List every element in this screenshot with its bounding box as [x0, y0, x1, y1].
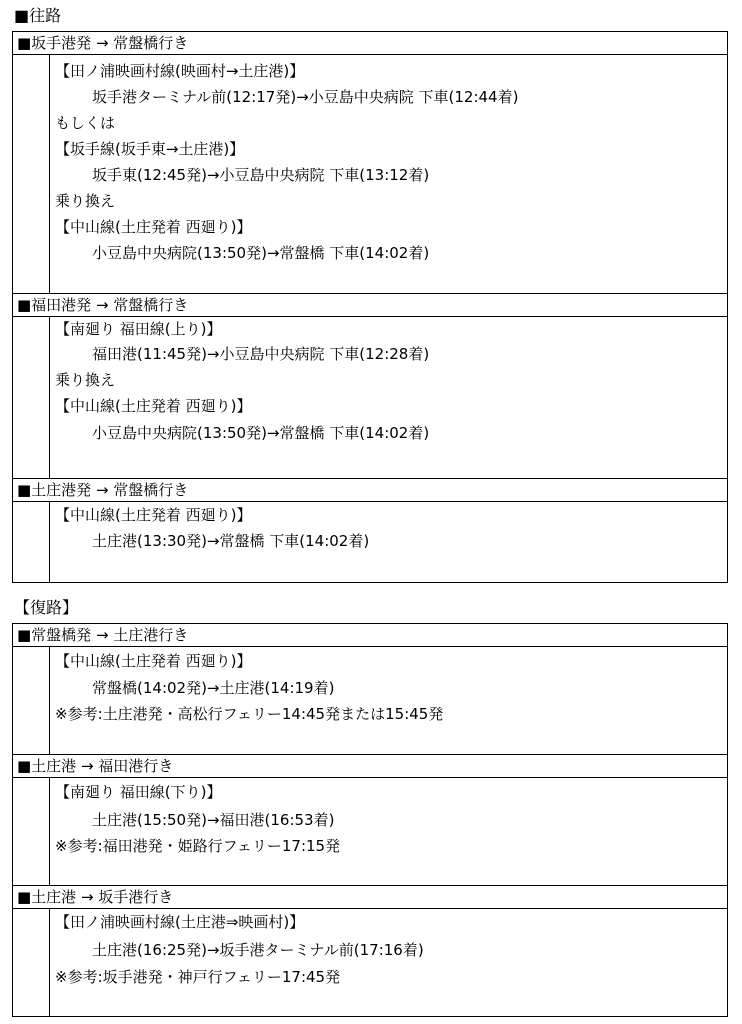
route-line: 土庄港(15:50発)→福田港(16:53着)	[92, 811, 335, 829]
route-line: もしくは	[55, 114, 116, 132]
route-line: 小豆島中央病院(13:50発)→常盤橋 下車(14:02着)	[92, 424, 430, 442]
route-line: 土庄港(16:25発)→坂手港ターミナル前(17:16着)	[92, 941, 424, 959]
route-line: 小豆島中央病院(13:50発)→常盤橋 下車(14:02着)	[92, 244, 430, 262]
route-section	[12, 885, 728, 1017]
route-section	[12, 31, 728, 294]
section-title: ■坂手港発 → 常盤橋行き	[13, 32, 727, 55]
route-line: 【田ノ浦映画村線(土庄港⇒映画村)】	[55, 913, 305, 931]
section-title: ■常盤橋発 → 土庄港行き	[13, 624, 727, 647]
route-section	[12, 754, 728, 886]
section-title: ■土庄港発 → 常盤橋行き	[13, 479, 727, 502]
outbound-heading: ■往路	[14, 6, 62, 25]
route-line: 【中山線(土庄発着 西廻り)】	[55, 506, 252, 524]
route-line: 【坂手線(坂手東→土庄港)】	[55, 140, 245, 158]
route-line: 坂手東(12:45発)→小豆島中央病院 下車(13:12着)	[92, 166, 430, 184]
route-line: 乗り換え	[55, 371, 116, 389]
route-line: 【田ノ浦映画村線(映画村→土庄港)】	[55, 62, 305, 80]
route-line: 常盤橋(14:02発)→土庄港(14:19着)	[92, 679, 335, 697]
route-line: 【中山線(土庄発着 西廻り)】	[55, 218, 252, 236]
route-line: 土庄港(13:30発)→常盤橋 下車(14:02着)	[92, 532, 370, 550]
route-line: 【中山線(土庄発着 西廻り)】	[55, 652, 252, 670]
route-line: ※参考:坂手港発・神戸行フェリー17:45発	[55, 968, 341, 986]
route-line: ※参考:福田港発・姫路行フェリー17:15発	[55, 837, 341, 855]
route-line: 乗り換え	[55, 192, 116, 210]
route-section	[12, 623, 728, 755]
section-title: ■土庄港 → 坂手港行き	[13, 886, 727, 909]
route-line: 【南廻り 福田線(下り)】	[55, 783, 222, 801]
section-body	[49, 54, 728, 294]
route-line: ※参考:土庄港発・高松行フェリー14:45発または15:45発	[55, 705, 444, 723]
return-heading: 【復路】	[14, 598, 79, 617]
section-title: ■福田港発 → 常盤橋行き	[13, 294, 727, 317]
section-title: ■土庄港 → 福田港行き	[13, 755, 727, 778]
section-body	[49, 777, 728, 886]
route-line: 【中山線(土庄発着 西廻り)】	[55, 397, 252, 415]
section-body	[49, 908, 728, 1017]
route-line: 坂手港ターミナル前(12:17発)→小豆島中央病院 下車(12:44着)	[92, 88, 519, 106]
section-body	[49, 646, 728, 755]
route-line: 福田港(11:45発)→小豆島中央病院 下車(12:28着)	[92, 345, 430, 363]
route-section	[12, 478, 728, 583]
route-line: 【南廻り 福田線(上り)】	[55, 320, 222, 338]
route-section	[12, 293, 728, 479]
section-body	[49, 316, 728, 479]
section-body	[49, 501, 728, 583]
